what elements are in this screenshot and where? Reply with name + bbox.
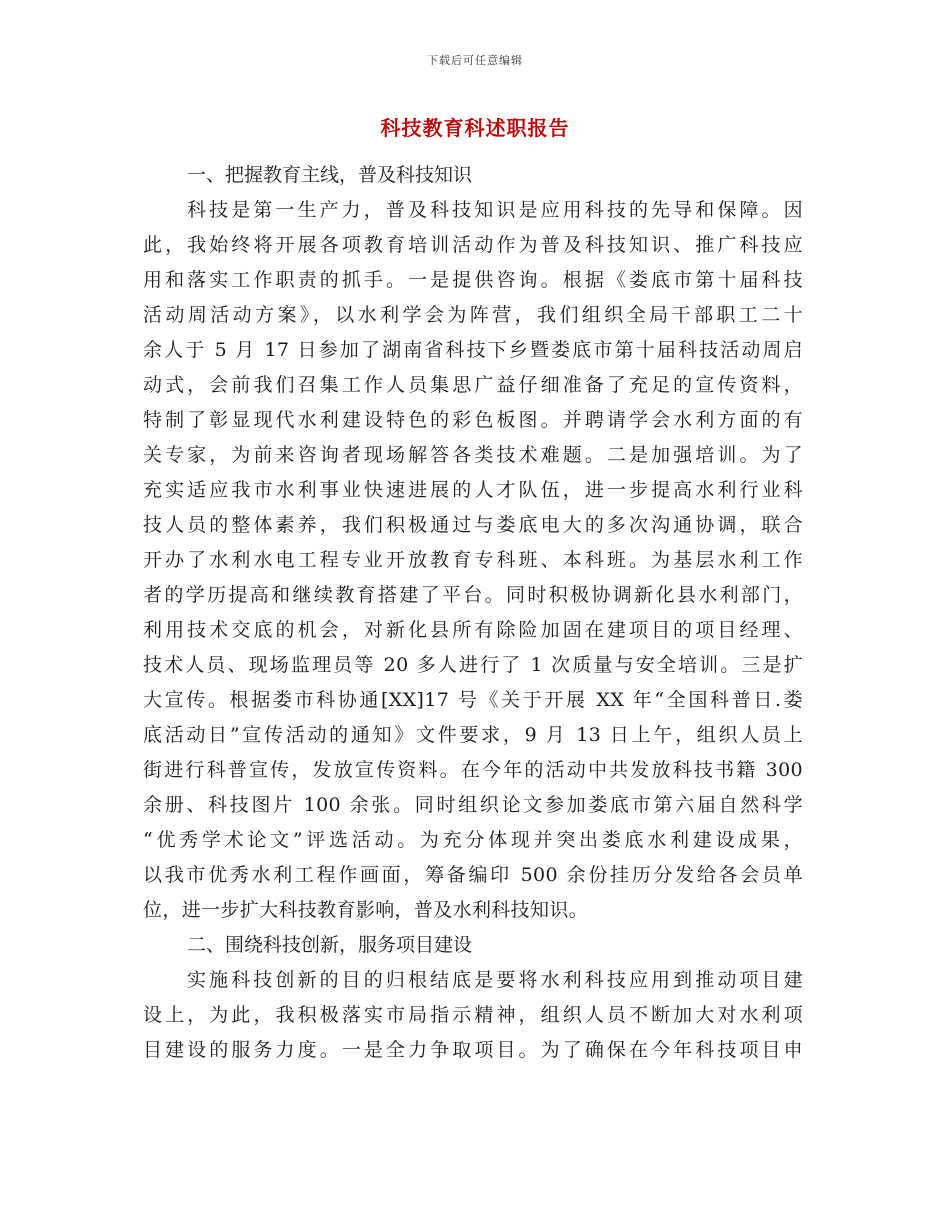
section-2-line: 目建设的服务力度。一是全力争取项目。为了确保在今年科技项目申 xyxy=(143,1039,803,1061)
section-1-line: 充实适应我市水利事业快速进展的人才队伍，进一步提高水利行业科 xyxy=(143,479,803,501)
section-2-heading: 二、围绕科技创新，服务项目建设 xyxy=(187,934,473,956)
section-2-line: 设上，为此，我积极落实市局指示精神，组织人员不断加大对水利项 xyxy=(143,1004,803,1026)
section-1-body xyxy=(143,193,803,928)
section-1-line: 利用技术交底的机会，对新化县所有除险加固在建项目的项目经理、 xyxy=(143,619,803,641)
section-1-line: 用和落实工作职责的抓手。一是提供咨询。根据《娄底市第十届科技 xyxy=(143,269,803,291)
section-1-line: 科技是第一生产力，普及科技知识是应用科技的先导和保障。因 xyxy=(187,199,803,221)
section-1-line: 街进行科普宣传，发放宣传资料。在今年的活动中共发放科技书籍 300 xyxy=(143,759,803,781)
section-1-line: 动式，会前我们召集工作人员集思广益仔细准备了充足的宣传资料， xyxy=(143,374,803,396)
section-1-line: 关专家，为前来咨询者现场解答各类技术难题。二是加强培训。为了 xyxy=(143,444,803,466)
section-1-line: 活动周活动方案》，以水利学会为阵营，我们组织全局干部职工二十 xyxy=(143,304,803,326)
section-1-line: 者的学历提高和继续教育搭建了平台。同时积极协调新化县水利部门， xyxy=(143,584,803,606)
section-1-line: 此，我始终将开展各项教育培训活动作为普及科技知识、推广科技应 xyxy=(143,234,803,256)
section-1-line: “优秀学术论文”评选活动。为充分体现并突出娄底水利建设成果， xyxy=(143,829,803,851)
document-title: 科技教育科述职报告 xyxy=(380,116,570,140)
section-1-line: 特制了彰显现代水利建设特色的彩色板图。并聘请学会水利方面的有 xyxy=(143,409,803,431)
section-1-line: 底活动日”宣传活动的通知》文件要求，9 月 13 日上午，组织人员上 xyxy=(143,724,803,746)
section-1-heading: 一、把握教育主线，普及科技知识 xyxy=(187,164,473,186)
section-1-line: 余人于 5 月 17 日参加了湖南省科技下乡暨娄底市第十届科技活动周启 xyxy=(143,339,803,361)
section-1-line: 开办了水利水电工程专业开放教育专科班、本科班。为基层水利工作 xyxy=(143,549,803,571)
section-1-line: 以我市优秀水利工程作画面，筹备编印 500 余份挂历分发给各会员单 xyxy=(143,864,803,886)
section-1-line: 技术人员、现场监理员等 20 多人进行了 1 次质量与安全培训。三是扩 xyxy=(143,654,803,676)
section-2-line: 实施科技创新的目的归根结底是要将水利科技应用到推动项目建 xyxy=(187,969,803,991)
section-1-line: 大宣传。根据娄市科协通[XX]17 号《关于开展 XX 年“全国科普日.娄 xyxy=(143,689,803,711)
section-1-line: 余册、科技图片 100 余张。同时组织论文参加娄底市第六届自然科学 xyxy=(143,794,803,816)
section-2-body xyxy=(143,963,803,1068)
document-body xyxy=(143,158,803,1068)
section-1-line: 技人员的整体素养，我们积极通过与娄底电大的多次沟通协调，联合 xyxy=(143,514,803,536)
section-1-line: 位，进一步扩大科技教育影响，普及水利科技知识。 xyxy=(143,899,589,921)
page-header: 下载后可任意编辑 xyxy=(427,54,523,67)
